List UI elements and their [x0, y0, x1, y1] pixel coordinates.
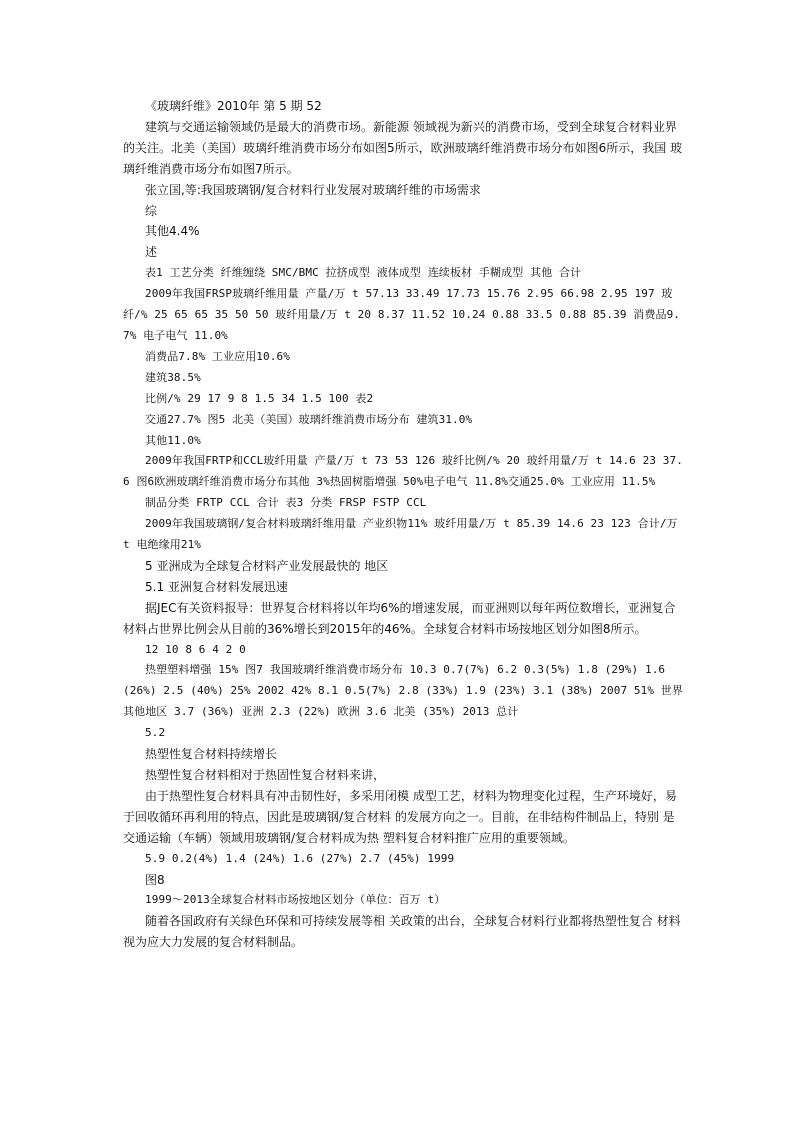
figure7-figure8-data: 热塑塑料增强 15% 图7 我国玻璃纤维消费市场分布 10.3 0.7(7%) 6.2 0.3(5%) 1.8 (29%) 1.6 (26%) 2.5 (40%) 25% 2002 42% 8.1 0.5(7%) 2.8 (33%) 1.9 (23%) 3.1 (38%) 2007 51% 世界其他地区 3.7 (36%) 亚洲 2.3 (22%) 欧洲 3.6 北美 (35%) 2013 总计 [123, 663, 684, 719]
table1-data: 2009年我国FRSP玻璃纤维用量 产量/万 t 57.13 33.49 17.73 15.76 2.95 66.98 2.95 197 玻纤/% 25 65 65 35 50 50 玻纤用量/万 t 20 8.37 11.52 10.24 0.88 33.5 0.88 85.39 消费品9.7% 电子电气 11.0% [123, 287, 681, 342]
pie-label-building: 建筑38.5% [145, 370, 201, 384]
running-title: 张立国,等:我国玻璃钢/复合材料行业发展对玻璃纤维的市场需求 [145, 182, 481, 197]
paragraph-jec-report: 据JEC有关资料报导：世界复合材料将以年均6%的增速发展，而亚洲则以每年两位数增长，亚洲复合材料占世界比例会从目前的36%增长到2015年的46%。全球复合材料市场按地区划分如图8所示。 [123, 600, 676, 636]
table2-data: 2009年我国FRTP和CCL玻纤用量 产量/万 t 73 53 126 玻纤比例/% 20 玻纤用量/万 t 14.6 23 37.6 图6欧洲玻璃纤维消费市场分布其他 3%热固树脂增强 50%电子电气 11.8%交通25.0% 工业应用 11.5% [123, 454, 683, 489]
table1-header: 表1 工艺分类 纤维缠绕 SMC/BMC 拉挤成型 液体成型 连续板材 手糊成型 其他 合计 [145, 266, 582, 280]
section5-heading: 5 亚洲成为全球复合材料产业发展最快的 地区 [145, 558, 389, 573]
document-body [123, 96, 683, 953]
pie-label-other: 其他4.4% [145, 224, 200, 239]
table1-ratio: 比例/% 29 17 9 8 1.5 34 1.5 100 表2 [145, 391, 374, 405]
section5-2-number: 5.2 [145, 726, 166, 740]
paragraph-green-policy: 随着各国政府有关绿色环保和可持续发展等相 关政策的出台，全球复合材料行业都将热塑性复合 材料视为应大力发展的复合材料制品。 [123, 914, 681, 950]
pie-labels-consumer: 消费品7.8% 工业应用10.6% [145, 349, 290, 363]
column-mark-shu: 述 [145, 245, 158, 260]
pie-label-other-2: 其他11.0% [145, 433, 201, 447]
section5-1-heading: 5.1 亚洲复合材料发展迅速 [145, 579, 288, 594]
table3-data: 2009年我国玻璃钢/复合材料玻璃纤维用量 产业织物11% 玻纤用量/万 t 85.39 14.6 23 123 合计/万 t 电绝缘用21% [123, 517, 678, 552]
column-mark-zong: 综 [145, 203, 158, 218]
figure8-1999-data: 5.9 0.2(4%) 1.4 (24%) 1.6 (27%) 2.7 (45%) 1999 [145, 851, 455, 865]
table2-header: 制品分类 FRTP CCL 合计 表3 分类 FRSP FSTP CCL [145, 496, 427, 510]
section5-2-heading: 热塑性复合材料持续增长 [145, 747, 278, 762]
paragraph-consumer-market: 建筑与交通运输领域仍是最大的消费市场。新能源 领域视为新兴的消费市场，受到全球复合材料业界 的关注。北美（美国）玻璃纤维消费市场分布如图5所示，欧洲玻璃纤维消费市场分布如图6所示，我国 玻璃纤维消费市场分布如图7所示。 [123, 119, 683, 176]
figure8-caption: 1999～2013全球复合材料市场按地区划分（单位：百万 t） [145, 893, 446, 907]
figure8-axis-ticks: 12 10 8 6 4 2 0 [145, 642, 246, 656]
paragraph-thermoplastic-intro: 热塑性复合材料相对于热固性复合材料来讲， [145, 768, 386, 782]
journal-header: 《玻璃纤维》2010年 第 5 期 52 [145, 99, 322, 113]
figure5-caption: 交通27.7% 图5 北美（美国）玻璃纤维消费市场分布 建筑31.0% [145, 412, 473, 426]
figure8-label: 图8 [145, 872, 165, 887]
paragraph-thermoplastic-advantages: 由于热塑性复合材料具有冲击韧性好，多采用闭模 成型工艺，材料为物理变化过程，生产环境好，易 于回收循环再利用的特点，因此是玻璃钢/复合材料 的发展方向之一。目前，在非结构件制品上，特别 是交通运输（车辆）领域用玻璃钢/复合材料成为热 塑料复合材料推广应用的重要领域。 [123, 788, 677, 845]
